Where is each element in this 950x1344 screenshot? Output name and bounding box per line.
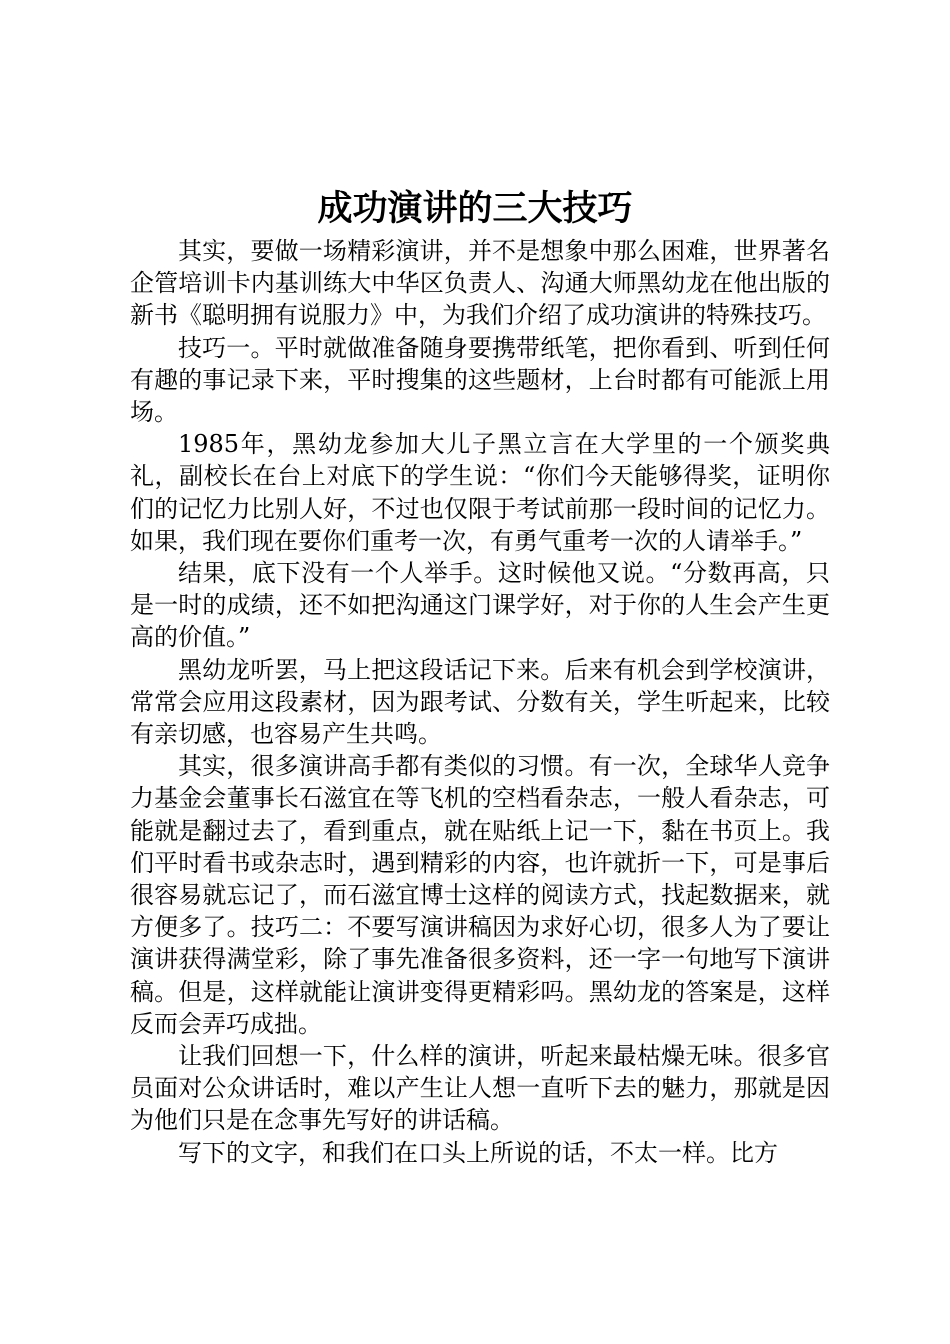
- document-body: [130, 235, 830, 1169]
- paragraph: 让我们回想一下，什么样的演讲，听起来最枯燥无味。很多官员面对公众讲话时，难以产生让人想一直听下去的魅力，那就是因为他们只是在念事先写好的讲话稿。: [130, 1042, 830, 1135]
- paragraph: 写下的文字，和我们在口头上所说的话，不太一样。比方: [178, 1138, 778, 1167]
- paragraph: 结果，底下没有一个人举手。这时候他又说。“分数再高，只是一时的成绩，还不如把沟通这门课学好，对于你的人生会产生更高的价值。”: [130, 559, 830, 652]
- paragraph: 技巧一。平时就做准备随身要携带纸笔，把你看到、听到任何有趣的事记录下来，平时搜集的这些题材，上台时都有可能派上用场。: [130, 333, 830, 427]
- paragraph: 其实，很多演讲高手都有类似的习惯。有一次，全球华人竞争力基金会董事长石滋宜在等飞机的空档看杂志，一般人看杂志，可能就是翻过去了，看到重点，就在贴纸上记一下，黏在书页上。我们平时看书或杂志时，遇到精彩的内容，也许就折一下，可是事后很容易就忘记了，而石滋宜博士这样的阅读方式，找起数据来，就方便多了。技巧二：不要写演讲稿因为求好心切，很多人为了要让演讲获得满堂彩，除了事先准备很多资料，还一字一句地写下演讲稿。但是，这样就能让演讲变得更精彩吗。黑幼龙的答案是，这样反而会弄巧成拙。: [130, 752, 830, 1038]
- document-title: 成功演讲的三大技巧: [317, 188, 633, 229]
- paragraph: 黑幼龙听罢，马上把这段话记下来。后来有机会到学校演讲，常常会应用这段素材，因为跟考试、分数有关，学生听起来，比较有亲切感，也容易产生共鸣。: [130, 655, 830, 749]
- paragraph: 1985年，黑幼龙参加大儿子黑立言在大学里的一个颁奖典礼，副校长在台上对底下的学生说：“你们今天能够得奖，证明你们的记忆力比别人好，不过也仅限于考试前那一段时间的记忆力。如果，我们现在要你们重考一次，有勇气重考一次的人请举手。”: [130, 430, 830, 555]
- paragraph: 其实，要做一场精彩演讲，并不是想象中那么困难，世界著名企管培训卡内基训练大中华区负责人、沟通大师黑幼龙在他出版的新书《聪明拥有说服力》中，为我们介绍了成功演讲的特殊技巧。: [130, 237, 830, 330]
